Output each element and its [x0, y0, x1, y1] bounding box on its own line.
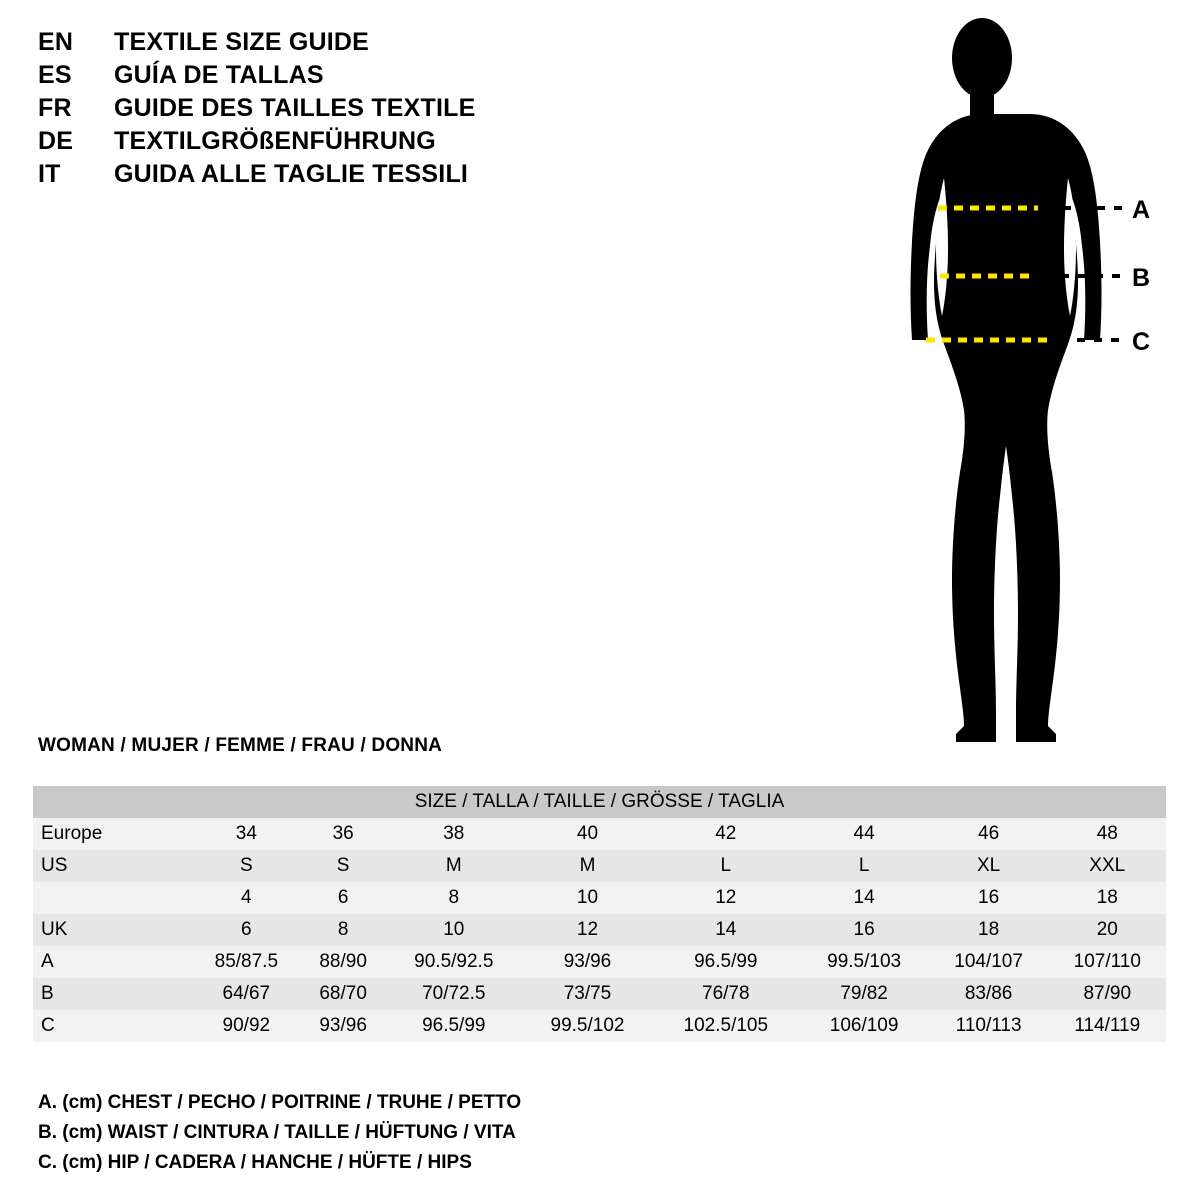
cell: 93/96 [563, 951, 612, 972]
cell: 114/119 [1074, 1015, 1141, 1036]
footnote-waist: B. (cm) WAIST / CINTURA / TAILLE / HÜFTUNG / VITA [38, 1122, 516, 1143]
cell: 18 [1096, 887, 1118, 908]
cell: 10 [576, 887, 599, 908]
title-lang-de: DE [38, 127, 74, 155]
female-body-silhouette-icon [860, 10, 1190, 750]
cell: 99.5/103 [827, 951, 902, 972]
row-label-a: A [41, 951, 54, 972]
cell: 85/87.5 [214, 951, 279, 972]
title-text-it: GUIDA ALLE TAGLIE TESSILI [114, 160, 469, 188]
figure-area [860, 10, 1190, 750]
table-row [33, 818, 1166, 850]
measure-label-a: A [1132, 196, 1151, 224]
title-text-fr: GUIDE DES TAILLES TEXTILE [114, 94, 476, 122]
table-row [33, 914, 1166, 946]
footnote-chest: A. (cm) CHEST / PECHO / POITRINE / TRUHE / PETTO [38, 1092, 522, 1113]
cell: 44 [853, 823, 875, 844]
title-lang-it: IT [38, 160, 61, 188]
cell: 8 [448, 887, 460, 908]
row-label-b: B [41, 983, 54, 1004]
cell: M [579, 855, 596, 876]
cell: 106/109 [829, 1015, 899, 1036]
cell: 42 [715, 823, 737, 844]
title-block [38, 28, 738, 193]
cell: 16 [978, 887, 1000, 908]
cell: 110/113 [955, 1015, 1022, 1036]
cell: S [239, 855, 253, 876]
cell: 40 [576, 823, 599, 844]
row-label-us: US [41, 855, 68, 876]
section-heading: WOMAN / MUJER / FEMME / FRAU / DONNA [38, 735, 443, 756]
cell: 104/107 [954, 951, 1023, 972]
title-text-es: GUÍA DE TALLAS [114, 61, 324, 89]
cell: 99.5/102 [550, 1015, 625, 1036]
row-label-us-numeric [33, 882, 191, 914]
cell: 96.5/99 [422, 1015, 486, 1036]
cell: 107/110 [1073, 951, 1141, 972]
title-lang-fr: FR [38, 94, 72, 122]
cell: 90/92 [222, 1015, 271, 1036]
title-row-de [38, 127, 738, 160]
cell: 88/90 [319, 951, 367, 972]
cell: 96.5/99 [694, 951, 758, 972]
row-label-uk: UK [41, 919, 68, 940]
cell: 64/67 [222, 983, 271, 1004]
cell: XXL [1089, 855, 1126, 876]
cell: 102.5/105 [683, 1015, 769, 1036]
cell: S [336, 855, 350, 876]
measure-label-b: B [1132, 264, 1151, 292]
cell: 46 [978, 823, 1000, 844]
cell: 12 [576, 919, 599, 940]
cell: M [445, 855, 462, 876]
cell: 16 [853, 919, 875, 940]
cell: 6 [337, 887, 349, 908]
row-label-c: C [41, 1015, 55, 1036]
table-row [33, 1010, 1166, 1042]
cell: 14 [853, 887, 875, 908]
cell: 34 [235, 823, 257, 844]
table-row [33, 978, 1166, 1010]
title-row-en [38, 28, 738, 61]
cell: 90.5/92.5 [414, 951, 494, 972]
footnotes [38, 1088, 521, 1178]
cell: 10 [443, 919, 465, 940]
cell: 36 [332, 823, 354, 844]
cell: L [858, 855, 870, 876]
cell: 70/72.5 [422, 983, 486, 1004]
cell: 18 [978, 919, 1000, 940]
cell: 83/86 [964, 983, 1013, 1004]
cell: 12 [715, 887, 737, 908]
size-table [33, 786, 1166, 1042]
title-lang-en: EN [38, 28, 74, 56]
cell: 48 [1096, 823, 1118, 844]
cell: 14 [715, 919, 737, 940]
table-row [33, 850, 1166, 882]
cell: XL [976, 855, 1001, 876]
title-row-fr [38, 94, 738, 127]
title-text-en: TEXTILE SIZE GUIDE [114, 28, 370, 56]
cell: 38 [443, 823, 465, 844]
cell: L [720, 855, 732, 876]
title-row-es [38, 61, 738, 94]
table-row [33, 946, 1166, 978]
cell: 68/70 [319, 983, 367, 1004]
cell: 93/96 [319, 1015, 367, 1036]
title-row-it [38, 160, 738, 193]
table-header-label: SIZE / TALLA / TAILLE / GRÖSSE / TAGLIA [33, 786, 1166, 818]
row-label-europe: Europe [41, 823, 103, 844]
cell: 4 [241, 887, 252, 908]
footnote-hip: C. (cm) HIP / CADERA / HANCHE / HÜFTE / HIPS [38, 1152, 472, 1173]
table-header-row [33, 786, 1166, 818]
cell: 20 [1096, 919, 1118, 940]
title-lang-es: ES [38, 61, 72, 89]
table-row [33, 882, 1166, 914]
cell: 76/78 [702, 983, 750, 1004]
cell: 6 [241, 919, 252, 940]
cell: 79/82 [840, 983, 888, 1004]
cell: 8 [337, 919, 349, 940]
measure-label-c: C [1132, 328, 1151, 356]
cell: 87/90 [1083, 983, 1132, 1004]
cell: 73/75 [563, 983, 612, 1004]
title-text-de: TEXTILGRÖßENFÜHRUNG [114, 127, 436, 155]
